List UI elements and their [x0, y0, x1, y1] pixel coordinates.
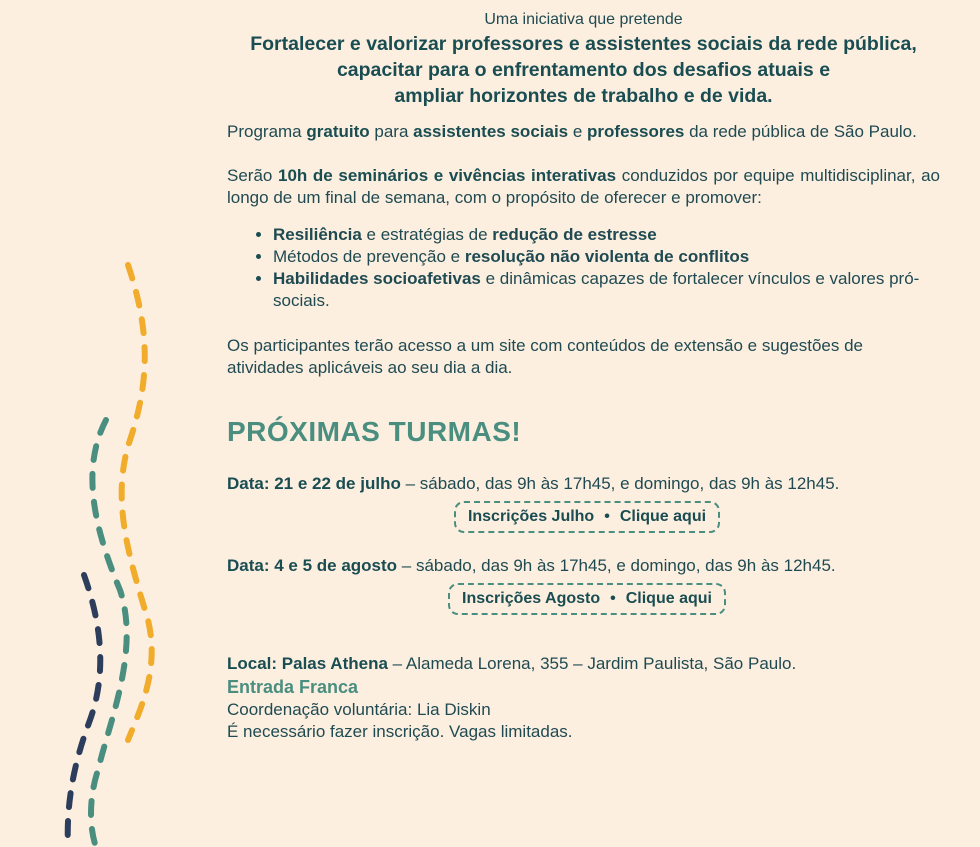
headline-line-1: Fortalecer e valorizar professores e assistentes sociais da rede pública,	[250, 33, 917, 55]
headline-line-2: capacitar para o enfrentamento dos desafios atuais e	[336, 59, 831, 81]
location-label: Local: Palas Athena	[227, 654, 388, 673]
turmas-heading: PRÓXIMAS TURMAS!	[227, 416, 522, 447]
list-item: • Métodos de prevenção e resolução não violenta de conflitos	[273, 246, 940, 268]
session-date-line	[227, 473, 940, 495]
session-july	[227, 473, 940, 533]
session-schedule: – sábado, das 9h às 17h45, e domingo, das 9h às 12h45.	[397, 556, 836, 575]
headline	[227, 31, 940, 109]
intro-paragraph: Programa gratuito para assistentes sociais e professores da rede pública de São Paulo.	[227, 122, 917, 141]
coordination-text: Coordenação voluntária: Lia Diskin	[227, 700, 491, 719]
benefits-list	[227, 224, 940, 312]
kicker-text: Uma iniciativa que pretende	[484, 11, 683, 28]
inscricoes-agosto-button[interactable]: Inscrições Agosto • Clique aqui	[448, 583, 726, 615]
entrada-franca: Entrada Franca	[227, 677, 359, 697]
extension-paragraph: Os participantes terão acesso a um site com conteúdos de extensão e sugestões de atividades aplicáveis ao seu dia a dia.	[227, 336, 863, 377]
inscricoes-julho-button[interactable]: Inscrições Julho • Clique aqui	[454, 501, 720, 533]
session-date: Data: 21 e 22 de julho	[227, 474, 401, 493]
list-item: • Habilidades socioafetivas e dinâmicas capazes de fortalecer vínculos e valores pró-sociais.	[273, 268, 940, 312]
navy-dashed-path	[68, 575, 101, 847]
headline-line-3: ampliar horizontes de trabalho e de vida.	[394, 85, 773, 107]
location-line	[227, 653, 940, 675]
session-august	[227, 555, 940, 615]
registration-notice: É necessário fazer inscrição. Vagas limitadas.	[227, 722, 573, 741]
description-paragraph: Serão 10h de seminários e vivências interativas conduzidos por equipe multidisciplinar, ao longo de um final de semana, com o propósito de oferecer e promover:	[227, 166, 940, 207]
location-address: – Alameda Lorena, 355 – Jardim Paulista, São Paulo.	[387, 654, 797, 673]
session-schedule: – sábado, das 9h às 17h45, e domingo, das 9h às 12h45.	[400, 474, 840, 493]
main-content	[227, 0, 940, 743]
session-date: Data: 4 e 5 de agosto	[227, 556, 398, 575]
list-item: • Resiliência e estratégias de redução de estresse	[273, 224, 940, 246]
decorative-dashed-paths	[0, 0, 200, 847]
session-date-line	[227, 555, 940, 577]
